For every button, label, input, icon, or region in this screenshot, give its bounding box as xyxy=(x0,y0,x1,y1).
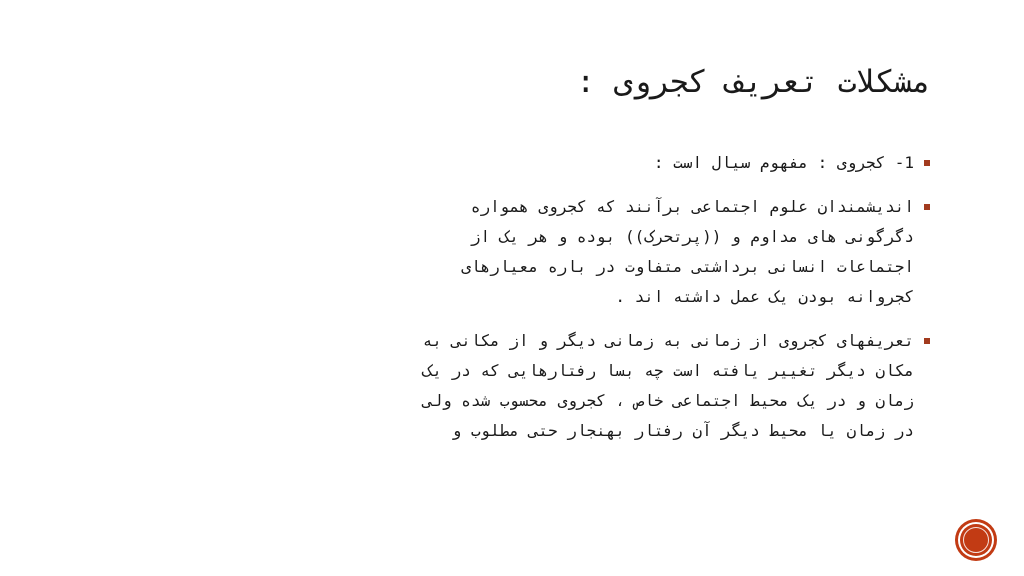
bullet-list xyxy=(128,148,928,460)
bullet-marker-icon xyxy=(924,160,930,166)
circle-nav-icon[interactable] xyxy=(958,522,994,558)
bullet-line: تعریفهای کجروی از زمانی به زمانی دیگر و از مکانی به xyxy=(422,331,914,350)
bullet-line: مکان دیگر تغییر یافته است چه بسا رفتارهایی که در یک xyxy=(422,361,914,380)
bullet-line: 1- کجروی : مفهوم سیال است : xyxy=(653,153,914,172)
bullet-marker-icon xyxy=(924,338,930,344)
bullet-marker-icon xyxy=(924,204,930,210)
bullet-line: کجروانه بودن یک عمل داشته اند . xyxy=(615,287,914,306)
bullet-item xyxy=(474,148,928,178)
bullet-line: زمان و در یک محیط اجتماعی خاص ، کجروی محسوب شده ولی xyxy=(422,391,914,410)
bullet-line: در زمان یا محیط دیگر آن رفتار بهنجار حتی مطلوب و xyxy=(451,421,914,440)
bullet-item xyxy=(128,326,928,446)
bullet-line: اندیشمندان علوم اجتماعی برآنند که کجروی همواره xyxy=(470,197,914,216)
bullet-line: اجتماعات انسانی برداشتی متفاوت در باره معیارهای xyxy=(461,257,914,276)
bullet-item xyxy=(128,192,928,312)
bullet-line: دگرگونی های مداوم و ((پرتحرک)) بوده و هر یک از xyxy=(470,227,914,246)
slide-title: مشکلات تعریف کجروی : xyxy=(576,64,931,100)
